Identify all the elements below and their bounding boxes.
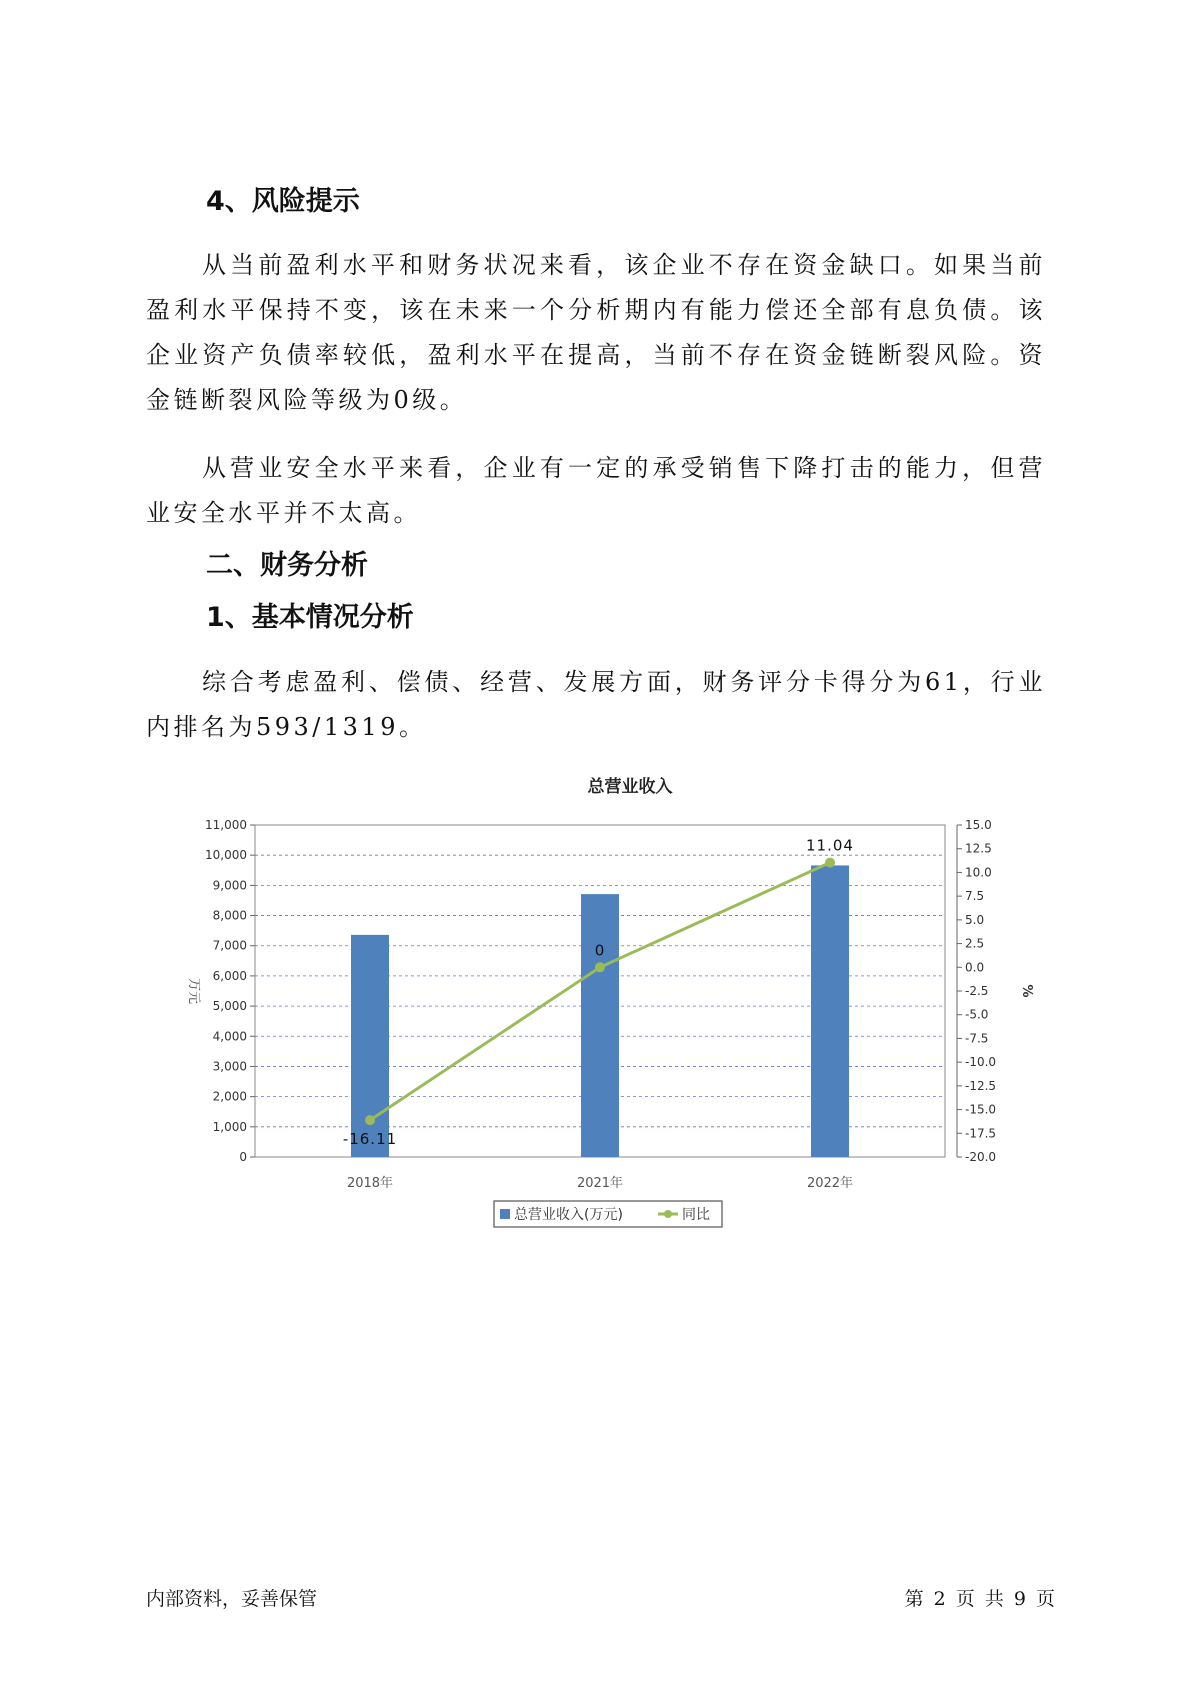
yoy-data-label: -16.11 <box>342 1130 398 1149</box>
legend-line-label: 同比 <box>682 1207 710 1223</box>
yoy-data-label: 0 <box>594 941 606 960</box>
x-tick-label: 2022年 <box>806 1176 854 1191</box>
section-heading-basic: 1、基本情况分析 <box>206 602 414 633</box>
y2-axis-label: % <box>1019 984 1034 998</box>
y-tick-label: 1,000 <box>212 1119 247 1134</box>
y2-tick-label: -7.5 <box>965 1031 989 1046</box>
y-tick-label: 10,000 <box>205 848 247 863</box>
section-heading-risk: 4、风险提示 <box>206 186 360 217</box>
y-axis-label: 万元 <box>186 977 201 1005</box>
y-tick-label: 9,000 <box>212 878 247 893</box>
y-tick-label: 7,000 <box>212 938 247 953</box>
y-tick-label: 8,000 <box>212 908 247 923</box>
x-tick-label: 2021年 <box>576 1176 624 1191</box>
y-tick-label: 2,000 <box>212 1089 247 1104</box>
yoy-data-label: 11.04 <box>806 836 854 855</box>
y2-tick-label: 2.5 <box>965 936 985 951</box>
y2-tick-label: -17.5 <box>965 1126 997 1141</box>
y2-tick-label: 7.5 <box>965 889 985 904</box>
chart-title: 总营业收入 <box>587 777 673 797</box>
revenue-bar <box>811 865 849 1157</box>
y2-tick-label: -20.0 <box>965 1150 997 1164</box>
legend-bar-swatch <box>500 1209 510 1219</box>
revenue-chart <box>175 770 1035 1230</box>
y-tick-label: 11,000 <box>205 818 247 832</box>
y2-tick-label: 10.0 <box>965 865 992 880</box>
y2-tick-label: -2.5 <box>965 984 989 998</box>
revenue-bar <box>581 894 619 1157</box>
y2-tick-label: 12.5 <box>965 841 992 856</box>
yoy-point <box>825 858 835 868</box>
x-tick-label: 2018年 <box>346 1176 394 1191</box>
y2-tick-label: 0.0 <box>965 960 985 975</box>
y2-tick-label: -12.5 <box>965 1078 997 1093</box>
legend-bar-label: 总营业收入(万元) <box>514 1207 623 1223</box>
risk-paragraph-1: 从当前盈利水平和财务状况来看，该企业不存在资金缺口。如果当前盈利水平保持不变，该在未来一个分析期内有能力偿还全部有息负债。该企业资产负债率较低，盈利水平在提高，当前不存在资金链断裂风险。资金链断裂风险等级为0级。 <box>146 251 1046 414</box>
basic-analysis-paragraph: 综合考虑盈利、偿债、经营、发展方面，财务评分卡得分为61，行业内排名为593/1319。 <box>146 668 1046 741</box>
legend-line-marker <box>664 1210 672 1218</box>
section-heading-finance: 二、财务分析 <box>206 550 368 581</box>
y2-tick-label: -15.0 <box>965 1102 997 1117</box>
y-tick-label: 5,000 <box>212 999 247 1014</box>
footer-page-number: 第 2 页 共 9 页 <box>904 1588 1055 1610</box>
y2-tick-label: 15.0 <box>965 818 992 832</box>
y-tick-label: 4,000 <box>212 1029 247 1044</box>
yoy-point <box>365 1115 375 1125</box>
y-tick-label: 6,000 <box>212 968 247 983</box>
yoy-point <box>595 962 605 972</box>
y-tick-label: 3,000 <box>212 1059 247 1074</box>
y2-tick-label: -5.0 <box>965 1007 989 1022</box>
y2-tick-label: -10.0 <box>965 1055 997 1070</box>
y2-tick-label: 5.0 <box>965 912 985 927</box>
footer-confidential: 内部资料，妥善保管 <box>146 1588 318 1610</box>
y-tick-label: 0 <box>239 1150 247 1164</box>
risk-paragraph-2: 从营业安全水平来看，企业有一定的承受销售下降打击的能力，但营业安全水平并不太高。 <box>146 454 1046 527</box>
